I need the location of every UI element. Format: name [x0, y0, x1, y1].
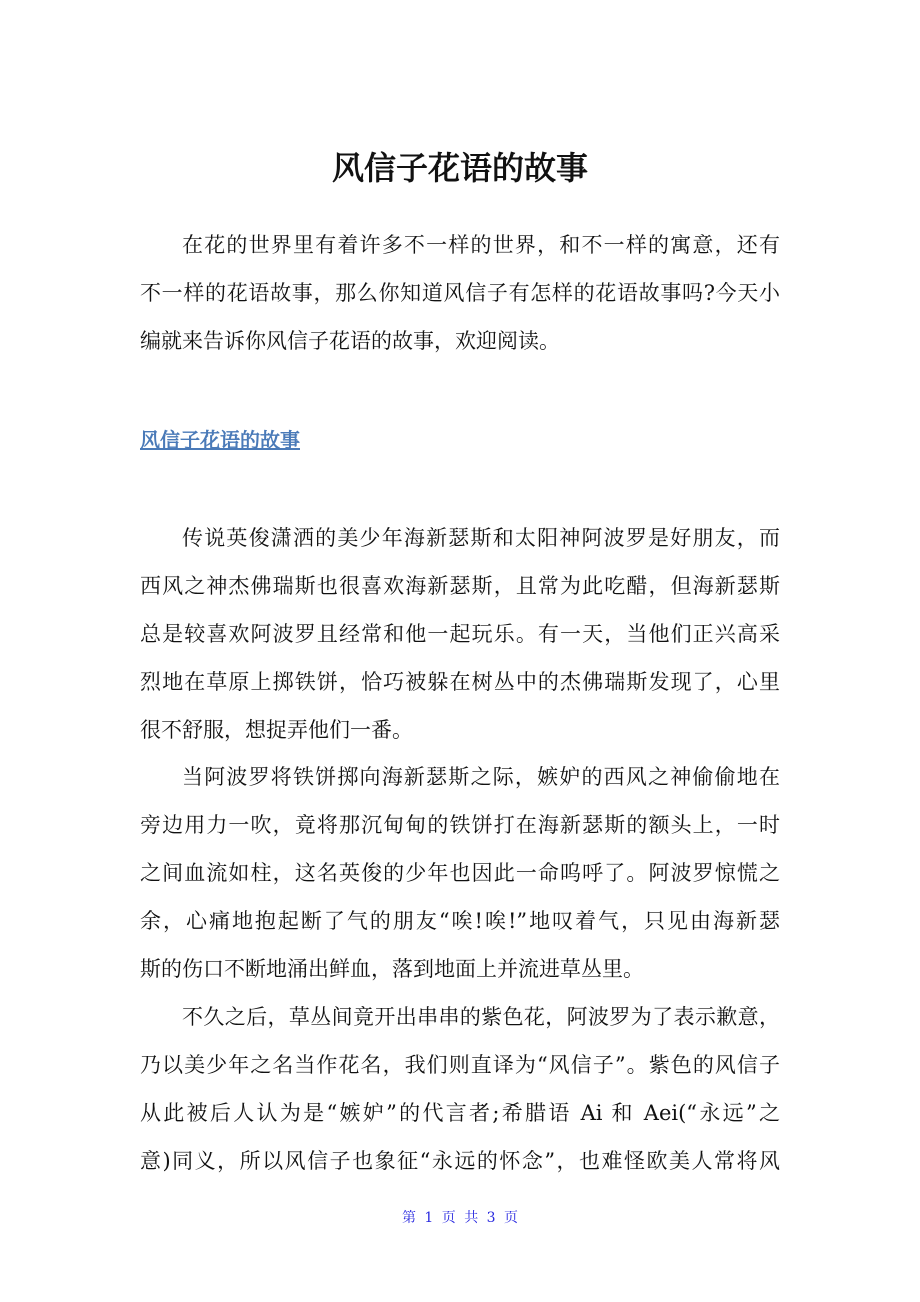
intro-paragraph: [140, 221, 780, 365]
text-line: 当阿波罗将铁饼掷向海新瑟斯之际，嫉妒的西风之神偷偷地在: [182, 765, 780, 789]
text-line: 传说英俊潇洒的美少年海新瑟斯和太阳神阿波罗是好朋友，而: [182, 526, 780, 550]
text-line: 编就来告诉你风信子花语的故事，欢迎阅读。: [140, 329, 560, 353]
text-line: 很不舒服，想捉弄他们一番。: [140, 718, 413, 742]
text-line: 烈地在草原上掷铁饼，恰巧被躲在树丛中的杰佛瑞斯发现了，心里: [140, 670, 780, 694]
text-line: 在花的世界里有着许多不一样的世界，和不一样的寓意，还有: [182, 233, 780, 257]
text-line: 斯的伤口不断地涌出鲜血，落到地面上并流进草丛里。: [140, 957, 644, 981]
text-line: 总是较喜欢阿波罗且经常和他一起玩乐。有一天，当他们正兴高采: [140, 622, 780, 646]
text-line: 余，心痛地抱起断了气的朋友“唉!唉!”地叹着气，只见由海新瑟: [140, 909, 780, 933]
text-line: 不久之后，草丛间竟开出串串的紫色花，阿波罗为了表示歉意，: [182, 1005, 780, 1029]
body-paragraph-1: [140, 514, 780, 754]
page-footer: 第 1 页 共 3 页: [401, 1210, 519, 1226]
body-paragraph-2: [140, 753, 780, 993]
text-line: 西风之神杰佛瑞斯也很喜欢海新瑟斯，且常为此吃醋，但海新瑟斯: [140, 574, 780, 598]
section-heading-link[interactable]: 风信子花语的故事: [140, 428, 300, 452]
document-title: 风信子花语的故事: [331, 149, 588, 187]
text-line: 从此被后人认为是“嫉妒”的代言者;希腊语 Ai 和 Aei(“永远”之: [140, 1101, 780, 1125]
text-line: 旁边用力一吹，竟将那沉甸甸的铁饼打在海新瑟斯的额头上，一时: [140, 813, 780, 837]
text-line: 意)同义，所以风信子也象征“永远的怀念”，也难怪欧美人常将风: [140, 1149, 780, 1173]
text-line: 之间血流如柱，这名英俊的少年也因此一命呜呼了。阿波罗惊慌之: [140, 861, 780, 885]
text-line: 不一样的花语故事，那么你知道风信子有怎样的花语故事吗?今天小: [140, 281, 780, 305]
text-line: 乃以美少年之名当作花名，我们则直译为“风信子”。紫色的风信子: [140, 1053, 780, 1077]
body-paragraph-3: [140, 993, 780, 1185]
